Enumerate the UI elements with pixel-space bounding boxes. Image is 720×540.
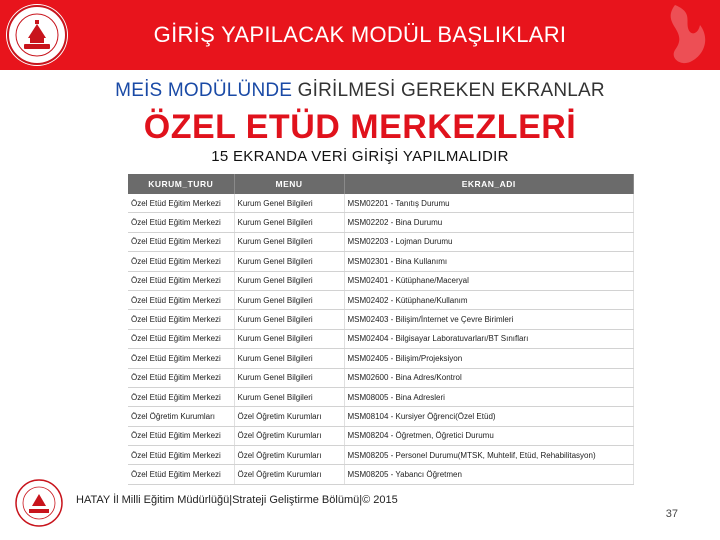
subtitle-screens: GİRİLMESİ GEREKEN EKRANLAR bbox=[292, 80, 605, 101]
cell-kurum-turu: Özel Etüd Eğitim Merkezi bbox=[128, 329, 234, 348]
table-row bbox=[128, 465, 634, 484]
cell-kurum-turu: Özel Etüd Eğitim Merkezi bbox=[128, 271, 234, 290]
column-header-menu: MENU bbox=[234, 174, 344, 194]
cell-ekran-adi: MSM02201 - Tanıtış Durumu bbox=[344, 194, 634, 213]
main-heading: ÖZEL ETÜD MERKEZLERİ bbox=[143, 108, 577, 146]
cell-ekran-adi: MSM08205 - Yabancı Öğretmen bbox=[344, 465, 634, 484]
footer-text: HATAY İl Milli Eğitim Müdürlüğü|Strateji Geliştirme Bölümü|© 2015 bbox=[76, 494, 398, 506]
cell-ekran-adi: MSM02404 - Bilgisayar Laboratuvarları/BT Sınıfları bbox=[344, 329, 634, 348]
cell-kurum-turu: Özel Etüd Eğitim Merkezi bbox=[128, 232, 234, 251]
cell-ekran-adi: MSM08104 - Kursiyer Öğrenci(Özel Etüd) bbox=[344, 407, 634, 426]
cell-kurum-turu: Özel Etüd Eğitim Merkezi bbox=[128, 387, 234, 406]
cell-menu: Kurum Genel Bilgileri bbox=[234, 368, 344, 387]
table-row bbox=[128, 329, 634, 348]
table-row bbox=[128, 232, 634, 251]
cell-ekran-adi: MSM02203 - Lojman Durumu bbox=[344, 232, 634, 251]
instruction-note: 15 EKRANDA VERİ GİRİŞİ YAPILMALIDIR bbox=[211, 148, 509, 165]
cell-menu: Kurum Genel Bilgileri bbox=[234, 329, 344, 348]
footer-logo bbox=[14, 478, 64, 528]
cell-kurum-turu: Özel Etüd Eğitim Merkezi bbox=[128, 465, 234, 484]
cell-ekran-adi: MSM08205 - Personel Durumu(MTSK, Muhtelif, Etüd, Rehabilitasyon) bbox=[344, 446, 634, 465]
cell-menu: Kurum Genel Bilgileri bbox=[234, 290, 344, 309]
cell-ekran-adi: MSM08204 - Öğretmen, Öğretici Durumu bbox=[344, 426, 634, 445]
cell-menu: Kurum Genel Bilgileri bbox=[234, 271, 344, 290]
cell-kurum-turu: Özel Etüd Eğitim Merkezi bbox=[128, 290, 234, 309]
cell-kurum-turu: Özel Etüd Eğitim Merkezi bbox=[128, 213, 234, 232]
subtitle-module: MEİS MODÜLÜNDE bbox=[115, 80, 293, 101]
cell-menu: Özel Öğretim Kurumları bbox=[234, 446, 344, 465]
header-bar bbox=[0, 0, 720, 70]
cell-kurum-turu: Özel Öğretim Kurumları bbox=[128, 407, 234, 426]
table-header-row bbox=[128, 174, 634, 194]
cell-ekran-adi: MSM02600 - Bina Adres/Kontrol bbox=[344, 368, 634, 387]
subtitle bbox=[0, 80, 720, 102]
table-row bbox=[128, 290, 634, 309]
table-row bbox=[128, 213, 634, 232]
cell-ekran-adi: MSM02401 - Kütüphane/Maceryal bbox=[344, 271, 634, 290]
cell-menu: Kurum Genel Bilgileri bbox=[234, 194, 344, 213]
cell-menu: Kurum Genel Bilgileri bbox=[234, 213, 344, 232]
cell-kurum-turu: Özel Etüd Eğitim Merkezi bbox=[128, 368, 234, 387]
cell-ekran-adi: MSM02202 - Bina Durumu bbox=[344, 213, 634, 232]
column-header-ekran-adi: EKRAN_ADI bbox=[344, 174, 634, 194]
table-row bbox=[128, 271, 634, 290]
cell-kurum-turu: Özel Etüd Eğitim Merkezi bbox=[128, 310, 234, 329]
cell-menu: Kurum Genel Bilgileri bbox=[234, 310, 344, 329]
cell-kurum-turu: Özel Etüd Eğitim Merkezi bbox=[128, 426, 234, 445]
cell-menu: Özel Öğretim Kurumları bbox=[234, 465, 344, 484]
cell-menu: Kurum Genel Bilgileri bbox=[234, 349, 344, 368]
cell-ekran-adi: MSM02402 - Kütüphane/Kullanım bbox=[344, 290, 634, 309]
cell-kurum-turu: Özel Etüd Eğitim Merkezi bbox=[128, 252, 234, 271]
column-header-kurum-turu: KURUM_TURU bbox=[128, 174, 234, 194]
cell-menu: Özel Öğretim Kurumları bbox=[234, 426, 344, 445]
cell-ekran-adi: MSM08005 - Bina Adresleri bbox=[344, 387, 634, 406]
table-row bbox=[128, 252, 634, 271]
screens-table bbox=[128, 174, 634, 485]
table-row bbox=[128, 387, 634, 406]
cell-ekran-adi: MSM02405 - Bilişim/Projeksiyon bbox=[344, 349, 634, 368]
cell-menu: Özel Öğretim Kurumları bbox=[234, 407, 344, 426]
page-title: GİRİŞ YAPILACAK MODÜL BAŞLIKLARI bbox=[153, 22, 567, 47]
table-row bbox=[128, 426, 634, 445]
table-row bbox=[128, 194, 634, 213]
cell-kurum-turu: Özel Etüd Eğitim Merkezi bbox=[128, 446, 234, 465]
table-row bbox=[128, 407, 634, 426]
table-row bbox=[128, 349, 634, 368]
table-row bbox=[128, 310, 634, 329]
cell-menu: Kurum Genel Bilgileri bbox=[234, 232, 344, 251]
table-row bbox=[128, 446, 634, 465]
flame-decoration bbox=[620, 0, 720, 70]
cell-ekran-adi: MSM02403 - Bilişim/İnternet ve Çevre Birimleri bbox=[344, 310, 634, 329]
cell-ekran-adi: MSM02301 - Bina Kullanımı bbox=[344, 252, 634, 271]
page-number: 37 bbox=[665, 508, 678, 520]
cell-kurum-turu: Özel Etüd Eğitim Merkezi bbox=[128, 194, 234, 213]
table-row bbox=[128, 368, 634, 387]
cell-kurum-turu: Özel Etüd Eğitim Merkezi bbox=[128, 349, 234, 368]
cell-menu: Kurum Genel Bilgileri bbox=[234, 387, 344, 406]
cell-menu: Kurum Genel Bilgileri bbox=[234, 252, 344, 271]
